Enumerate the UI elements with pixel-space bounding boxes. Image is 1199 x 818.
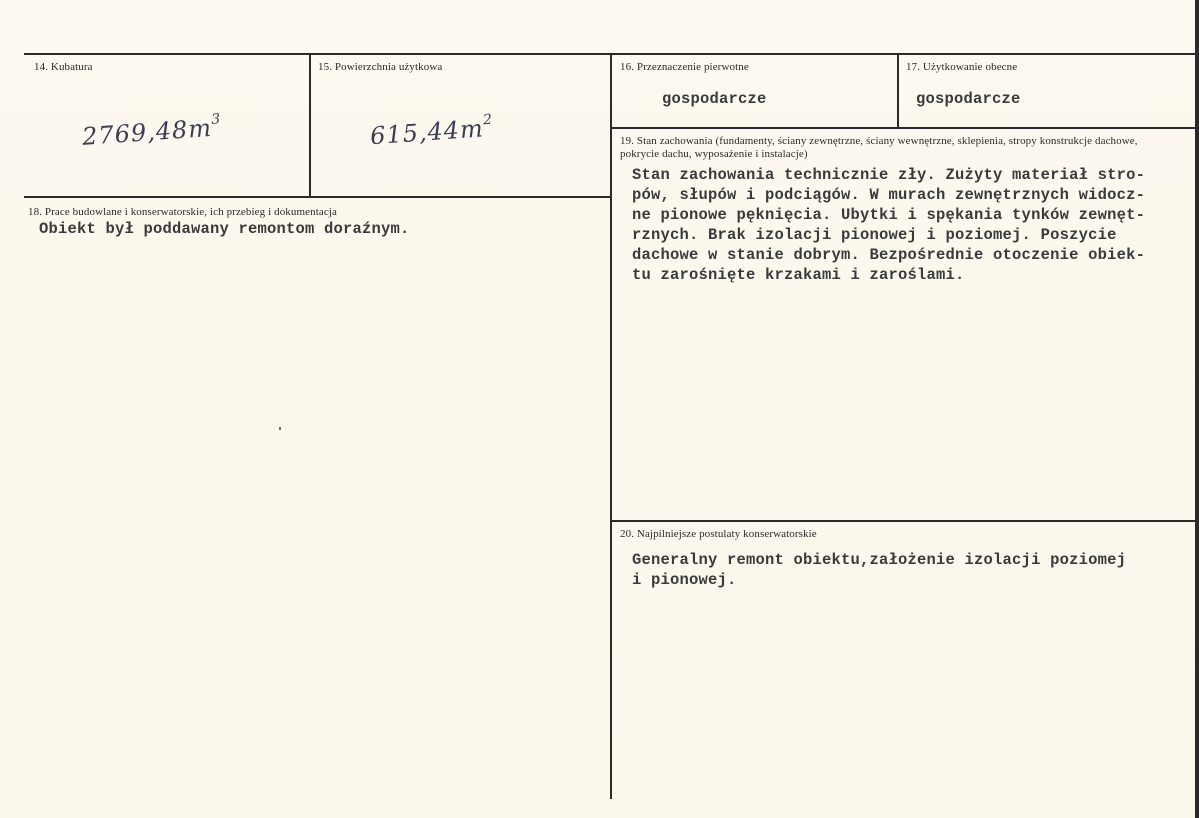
field-20-line-2: i pionowej. bbox=[632, 571, 737, 589]
field-15-value-main: 615,44m bbox=[369, 114, 485, 151]
field-14-value bbox=[81, 111, 223, 151]
field-17-value: gospodarcze bbox=[916, 90, 1021, 108]
field-15-value bbox=[369, 112, 494, 151]
center-divider bbox=[610, 53, 612, 799]
field-19-line-5: dachowe w stanie dobrym. Bezpośrednie otoczenie obiek- bbox=[632, 246, 1146, 264]
field-20-label: 20. Najpilniejsze postulaty konserwatorskie bbox=[620, 528, 817, 540]
field-19-line-4: rznych. Brak izolacji pionowej i poziomej. Poszycie bbox=[632, 226, 1117, 244]
rule-left-under-14 bbox=[24, 196, 611, 198]
field-17-label: 17. Użytkowanie obecne bbox=[906, 61, 1018, 73]
field-19-line-2: pów, słupów i podciągów. W murach zewnętrznych widocz- bbox=[632, 186, 1146, 204]
paper-speck bbox=[279, 427, 281, 430]
field-14-value-main: 2769,48m bbox=[81, 113, 213, 151]
field-20-line-1: Generalny remont obiektu,założenie izolacji poziomej bbox=[632, 551, 1127, 569]
field-18-label: 18. Prace budowlane i konserwatorskie, ich przebieg i dokumentacja bbox=[28, 206, 337, 218]
field-15-value-unit-exp: 2 bbox=[482, 111, 494, 129]
card-edge bbox=[1195, 0, 1199, 818]
rule-right-under-19 bbox=[611, 520, 1196, 522]
field-18-value: Obiekt był poddawany remontom doraźnym. bbox=[39, 220, 410, 238]
field-16-value: gospodarcze bbox=[662, 90, 767, 108]
divider-16-17 bbox=[897, 53, 899, 128]
field-14-value-unit-exp: 3 bbox=[210, 111, 222, 128]
field-19-line-1: Stan zachowania technicznie zły. Zużyty materiał stro- bbox=[632, 166, 1146, 184]
divider-14-15 bbox=[309, 53, 311, 197]
rule-right-under-16 bbox=[611, 127, 1196, 129]
field-16-label: 16. Przeznaczenie pierwotne bbox=[620, 61, 749, 73]
field-19-line-3: ne pionowe pęknięcia. Ubytki i spękania tynków zewnęt- bbox=[632, 206, 1146, 224]
field-15-label: 15. Powierzchnia użytkowa bbox=[318, 61, 443, 73]
field-19-line-6: tu zarośnięte krzakami i zaroślami. bbox=[632, 266, 965, 284]
field-19-label: 19. Stan zachowania (fundamenty, ściany zewnętrzne, ściany wewnętrzne, sklepienia, stropy konstrukcje dachowe, pokrycie dachu, wyposażenie i instalacje) bbox=[620, 135, 1138, 160]
field-14-label: 14. Kubatura bbox=[34, 61, 93, 73]
